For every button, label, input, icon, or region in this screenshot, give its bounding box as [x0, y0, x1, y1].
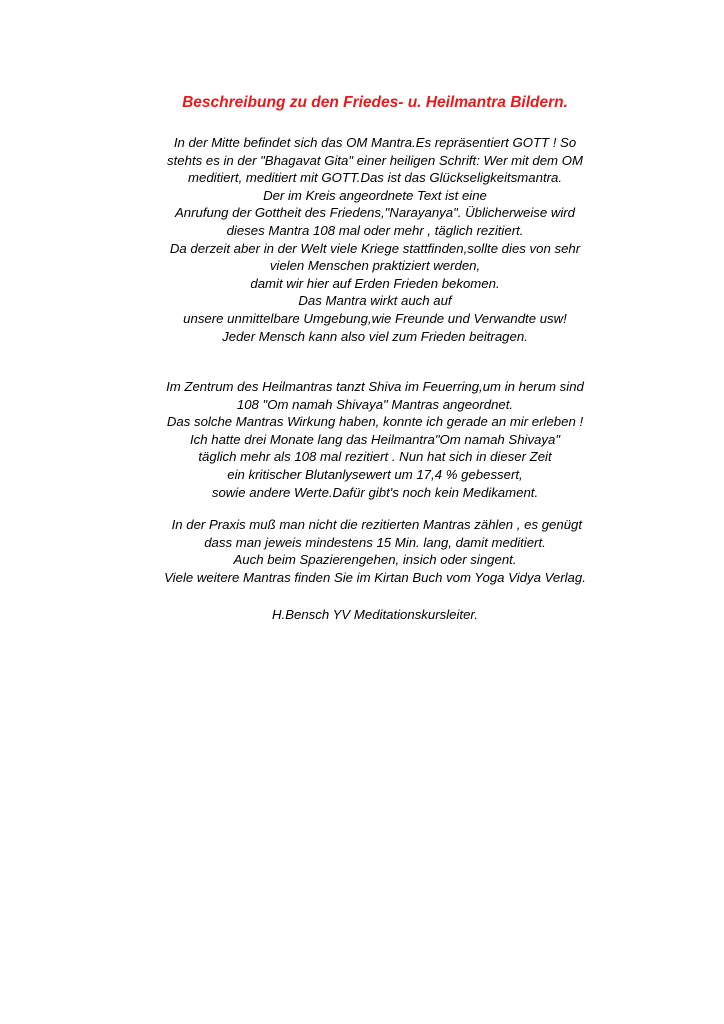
text-line: Viele weitere Mantras finden Sie im Kirtan Buch vom Yoga Vidya Verlag.: [164, 569, 586, 585]
author-signature: H.Bensch YV Meditationskursleiter.: [272, 607, 478, 622]
document-title: Beschreibung zu den Friedes- u. Heilmantra Bildern.: [182, 94, 568, 111]
text-line: stehts es in der "Bhagavat Gita" einer heiligen Schrift: Wer mit dem OM: [167, 152, 583, 168]
text-line: Anrufung der Gottheit des Friedens,"Narayanya". Üblicherweise wird: [174, 205, 576, 221]
text-line: dass man jeweis mindestens 15 Min. lang, damit meditiert.: [204, 534, 546, 550]
text-line: meditiert, meditiert mit GOTT.Das ist das Glückseligkeitsmantra.: [188, 170, 562, 186]
text-line: sowie andere Werte.Dafür gibt's noch kein Medikament.: [211, 484, 539, 500]
text-line: Der im Kreis angeordnete Text ist eine: [263, 187, 487, 203]
text-line: ein kritischer Blutanlysewert um 17,4 % gebessert,: [227, 466, 523, 482]
text-line: 108 "Om namah Shivaya" Mantras angeordnet.: [236, 396, 514, 412]
text-line: Da derzeit aber in der Welt viele Kriege stattfinden,sollte dies von sehr: [169, 240, 581, 256]
text-line: Ich hatte drei Monate lang das Heilmantra"Om namah Shivaya": [189, 431, 560, 447]
text-line: Das Mantra wirkt auch auf: [298, 293, 452, 309]
text-line: Das solche Mantras Wirkung haben, konnte ich gerade an mir erleben !: [166, 414, 584, 430]
text-line: Jeder Mensch kann also viel zum Frieden beitragen.: [222, 328, 528, 344]
paragraph-heilmantra: [0, 378, 724, 501]
paragraph-om-mantra: [0, 134, 724, 345]
text-line: täglich mehr als 108 mal rezitiert . Nun hat sich in dieser Zeit: [198, 449, 552, 465]
text-line: dieses Mantra 108 mal oder mehr , täglich rezitiert.: [226, 222, 524, 238]
text-line: Auch beim Spazierengehen, insich oder singent.: [233, 552, 517, 568]
text-line: vielen Menschen praktiziert werden,: [269, 258, 481, 274]
text-line: In der Praxis muß man nicht die rezitierten Mantras zählen , es genügt: [167, 517, 583, 532]
text-line: unsere unmittelbare Umgebung,wie Freunde und Verwandte usw!: [183, 310, 567, 326]
paragraph-praxis: [0, 516, 724, 586]
text-line: damit wir hier auf Erden Frieden bekomen.: [250, 275, 500, 291]
signature-line: [0, 606, 724, 624]
text-line: In der Mitte befindet sich das OM Mantra.Es repräsentiert GOTT ! So: [173, 135, 577, 150]
text-line: Im Zentrum des Heilmantras tanzt Shiva im Feuerring,um in herum sind: [166, 379, 584, 394]
